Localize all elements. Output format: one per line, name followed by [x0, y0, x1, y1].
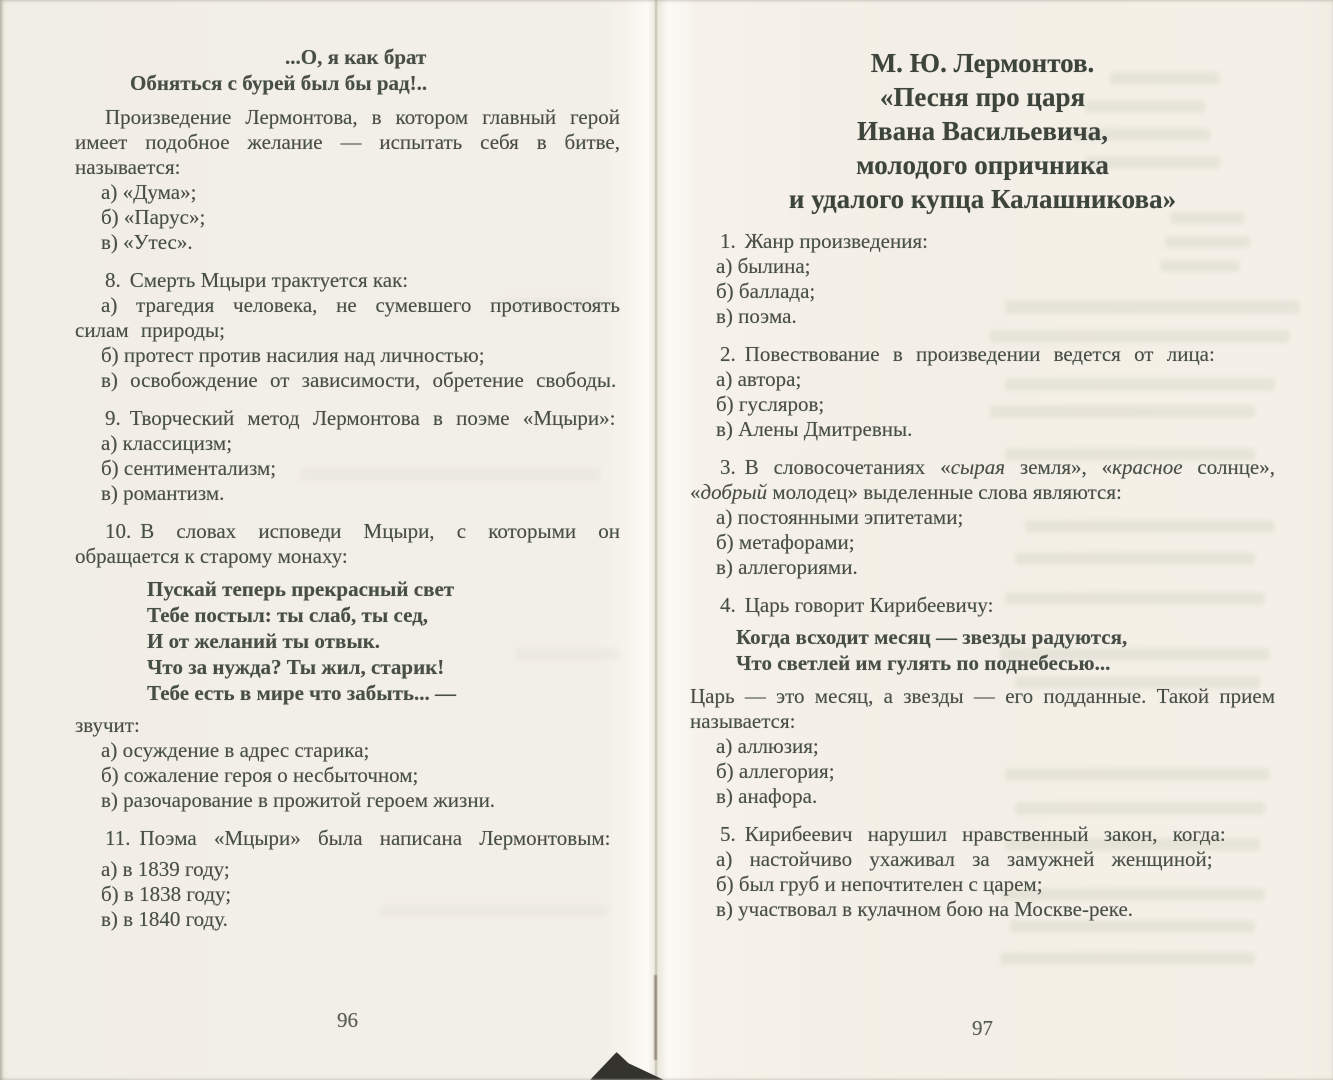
question-stem-text: Жанр произведения:: [744, 229, 928, 253]
chapter-title-line: молодого опричника: [856, 150, 1109, 180]
chapter-title-line: «Песня про царя: [879, 82, 1086, 112]
option: в) аллегориями.: [716, 555, 858, 579]
option: а) осуждение в адрес старика;: [101, 738, 370, 762]
option: а) настойчиво ухаживал за замужней женщиной;: [716, 847, 1213, 871]
question-number: 10.: [105, 519, 132, 543]
question-block: [690, 342, 1275, 442]
question-number: 9.: [105, 406, 121, 430]
option: а) постоянными эпитетами;: [716, 505, 964, 529]
option: а) автора;: [716, 367, 802, 391]
verse-line: Что за нужда? Ты жил, старик!: [147, 655, 445, 679]
question-block: [75, 519, 620, 813]
question-stem-text: Творческий метод Лермонтова в поэме «Мцыри»:: [129, 406, 616, 430]
question-number: 11.: [105, 826, 131, 850]
verse-quote: [736, 624, 1275, 676]
question-block: [690, 229, 1275, 329]
question-number: 8.: [105, 268, 121, 292]
question-stem: [75, 826, 620, 851]
chapter-title: [690, 46, 1275, 216]
question-stem-text: Царь говорит Кирибеевичу:: [744, 593, 994, 617]
question-block: [690, 593, 1275, 809]
question-stem: [690, 455, 1275, 505]
option: б) был груб и непочтителен с царем;: [716, 872, 1043, 896]
option: б) протест против насилия над личностью;: [101, 343, 485, 367]
option: а) трагедия человека, не сумевшего противостоять силам природы;: [75, 293, 620, 342]
question-stem-text: земля», «: [1005, 455, 1113, 479]
option: в) участвовал в кулачном бою на Москве-реке.: [716, 897, 1134, 921]
question-number: 3.: [720, 455, 736, 479]
question-number: 4.: [720, 593, 736, 617]
question-stem: [75, 406, 620, 431]
question-number: 2.: [720, 342, 736, 366]
option: в) в 1840 году.: [101, 907, 228, 931]
question-number: 5.: [720, 822, 736, 846]
option: в) романтизм.: [101, 481, 225, 505]
option: б) метафорами;: [716, 530, 855, 554]
question-stem-text: Повествование в произведении ведется от лица:: [744, 342, 1215, 366]
question-number: 1.: [720, 229, 736, 253]
option: б) «Парус»;: [101, 205, 206, 229]
option: а) «Дума»;: [101, 180, 197, 204]
question-block: [690, 822, 1275, 922]
verse-line: Что светлей им гулять по поднебесью...: [736, 651, 1111, 675]
option: б) гусляров;: [716, 392, 825, 416]
intro-stem: Произведение Лермонтова, в котором главный герой имеет подобное желание — испытать себя в битве, называется:: [75, 105, 620, 179]
option: в) «Утес».: [101, 230, 193, 254]
question-block: [75, 406, 620, 506]
option: в) разочарование в прожитой героем жизни.: [101, 788, 496, 812]
epigraph: [75, 44, 620, 96]
question-stem: [690, 229, 1275, 254]
emphasized-word: добрый: [700, 480, 768, 504]
stem-continuation: звучит:: [75, 713, 140, 737]
question-block: [75, 826, 620, 932]
question-block: [75, 268, 620, 393]
verse-line: Когда всходит месяц — звезды радуются,: [736, 625, 1128, 649]
question-stem-text: В словах исповеди Мцыри, с которыми он обращается к старому монаху:: [75, 519, 620, 568]
epigraph-line: Обняться с бурей был бы рад!..: [130, 71, 428, 95]
question-stem: [75, 268, 620, 293]
option: а) былина;: [716, 254, 811, 278]
emphasized-word: красное: [1112, 455, 1183, 479]
verse-line: Тебе постыл: ты слаб, ты сед,: [147, 603, 428, 627]
verse-line: Пускай теперь прекрасный свет: [147, 577, 455, 601]
option: в) освобождение от зависимости, обретение свободы.: [101, 368, 617, 392]
question-stem: [75, 519, 620, 569]
question-stem-text: Смерть Мцыри трактуется как:: [129, 268, 409, 292]
option: в) поэма.: [716, 304, 797, 328]
bleed-through-artifact: [1000, 952, 1255, 965]
question-stem-text: Поэма «Мцыри» была написана Лермонтовым:: [139, 826, 611, 850]
question-stem: [690, 593, 1275, 618]
right-text-column: [660, 0, 1333, 1040]
stem-continuation: Царь — это месяц, а звезды — его подданные. Такой прием называется:: [690, 684, 1275, 733]
question-block: [690, 455, 1275, 580]
gutter-crease-dark: [654, 975, 657, 1060]
option: б) в 1838 году;: [101, 882, 232, 906]
question-stem-text: солнце», «: [690, 455, 1276, 504]
option: а) аллюзия;: [716, 734, 819, 758]
gutter-crease: [655, 0, 657, 1080]
emphasized-word: сырая: [950, 455, 1006, 479]
question-stem-text: Кирибеевич нарушил нравственный закон, когда:: [744, 822, 1226, 846]
option: б) баллада;: [716, 279, 816, 303]
verse-line: Тебе есть в мире что забыть... —: [147, 681, 457, 705]
question-stem-text: молодец» выделенные слова являются:: [767, 480, 1122, 504]
epigraph-line: ...О, я как брат: [285, 45, 427, 69]
page-96: [0, 0, 656, 1080]
verse-line: И от желаний ты отвык.: [147, 629, 381, 653]
page-number: 97: [972, 1016, 993, 1040]
chapter-title-line: Ивана Васильевича,: [857, 116, 1108, 146]
left-text-column: [0, 0, 656, 1032]
chapter-title-line: М. Ю. Лермонтов.: [870, 48, 1095, 78]
page-97: [660, 0, 1333, 1080]
option: а) в 1839 году;: [101, 857, 230, 881]
option: б) сожаление героя о несбыточном;: [101, 763, 419, 787]
option: в) анафора.: [716, 784, 818, 808]
question-stem-text: В словосочетаниях «: [744, 455, 951, 479]
option: а) классицизм;: [101, 431, 233, 455]
option: б) аллегория;: [716, 759, 835, 783]
chapter-title-line: и удалого купца Калашникова»: [788, 184, 1177, 214]
option: б) сентиментализм;: [101, 456, 277, 480]
question-stem: [690, 342, 1275, 367]
page-number: 96: [337, 1008, 358, 1032]
question-stem: [690, 822, 1275, 847]
option: в) Алены Дмитревны.: [716, 417, 913, 441]
verse-quote: [147, 576, 620, 706]
